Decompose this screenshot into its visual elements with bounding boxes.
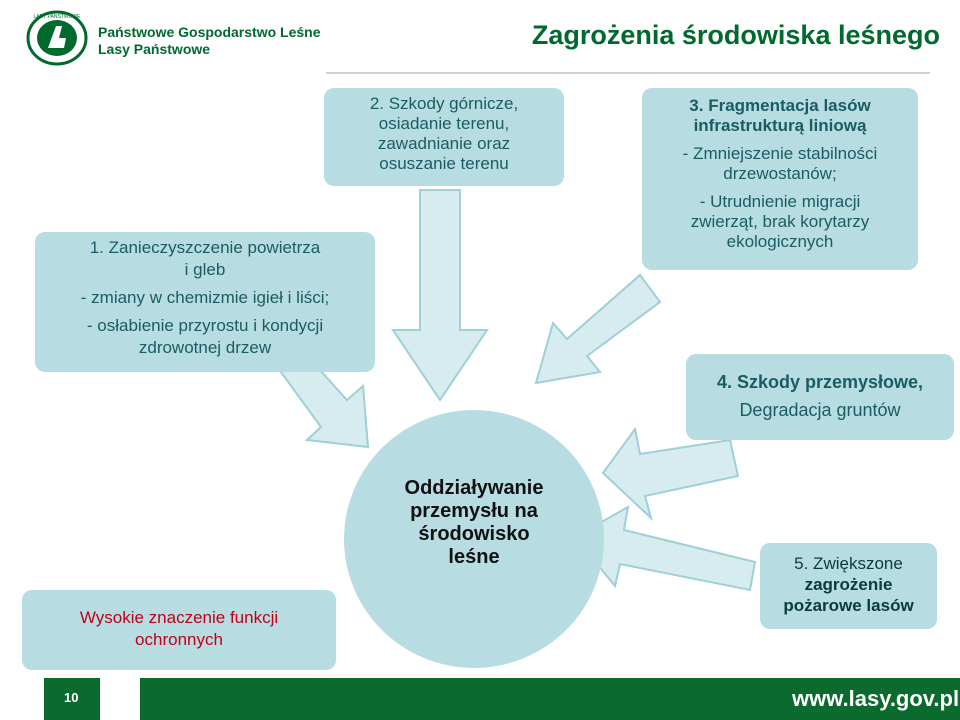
box-mining-damage bbox=[324, 88, 564, 186]
arrow-from-box3 bbox=[536, 275, 660, 383]
arrow-from-box4 bbox=[603, 429, 738, 518]
center-line3: środowisko bbox=[418, 523, 530, 545]
box-forest-fragmentation bbox=[642, 88, 918, 270]
box5-line2: zagrożenie bbox=[804, 575, 893, 594]
arrow-from-box1 bbox=[278, 368, 368, 447]
box1-line3: zdrowotnej drzew bbox=[138, 338, 272, 357]
box3-line1: - Zmniejszenie stabilności bbox=[682, 144, 878, 163]
box1-title1: 1. Zanieczyszczenie powietrza bbox=[89, 238, 321, 257]
box2-title: 2. Szkody górnicze, bbox=[369, 94, 519, 113]
center-line4: leśne bbox=[448, 546, 500, 568]
box-air-soil-pollution bbox=[35, 232, 375, 372]
box5-line3: pożarowe lasów bbox=[783, 596, 914, 615]
box1-line2: - osłabienie przyrostu i kondycji bbox=[86, 316, 324, 335]
center-line1: Oddziaływanie bbox=[404, 477, 544, 499]
box3-line3: - Utrudnienie migracji bbox=[699, 192, 861, 211]
page-number: 10 bbox=[64, 690, 79, 705]
box3-title1: 3. Fragmentacja lasów bbox=[689, 96, 871, 115]
box2-line1: osiadanie terenu, bbox=[378, 114, 510, 133]
arrow-from-box2 bbox=[393, 190, 487, 400]
page-title: Zagrożenia środowiska leśnego bbox=[531, 20, 940, 50]
box3-line5: ekologicznych bbox=[726, 232, 834, 251]
box3-line4: zwierząt, brak korytarzy bbox=[690, 212, 870, 231]
logo-badge-text: LASY PAŃSTWOWE bbox=[33, 14, 81, 20]
box6-line1: Wysokie znaczenie funkcji bbox=[79, 608, 279, 627]
box6-line2: ochronnych bbox=[135, 630, 223, 649]
center-text bbox=[344, 477, 604, 569]
box5-line1: 5. Zwiększone bbox=[794, 554, 903, 573]
logo-line1: Państwowe Gospodarstwo Leśne bbox=[98, 24, 321, 40]
box4-line1: Degradacja gruntów bbox=[739, 400, 901, 420]
box-protective-functions bbox=[22, 590, 336, 670]
box1-title2: i gleb bbox=[184, 260, 226, 279]
box3-line2: drzewostanów; bbox=[723, 164, 837, 183]
footer-url: www.lasy.gov.pl bbox=[792, 686, 960, 711]
box-industrial-damage bbox=[686, 354, 954, 440]
box4-title: 4. Szkody przemysłowe, bbox=[716, 372, 924, 392]
box3-title2: infrastrukturą liniową bbox=[693, 116, 867, 135]
box-fire-risk bbox=[760, 543, 937, 629]
box2-line2: zawadnianie oraz bbox=[377, 134, 511, 153]
box2-line3: osuszanie terenu bbox=[379, 154, 509, 173]
center-line2: przemysłu na bbox=[410, 500, 538, 522]
logo-line2: Lasy Państwowe bbox=[98, 41, 211, 57]
box1-line1: - zmiany w chemizmie igieł i liści; bbox=[80, 288, 330, 307]
